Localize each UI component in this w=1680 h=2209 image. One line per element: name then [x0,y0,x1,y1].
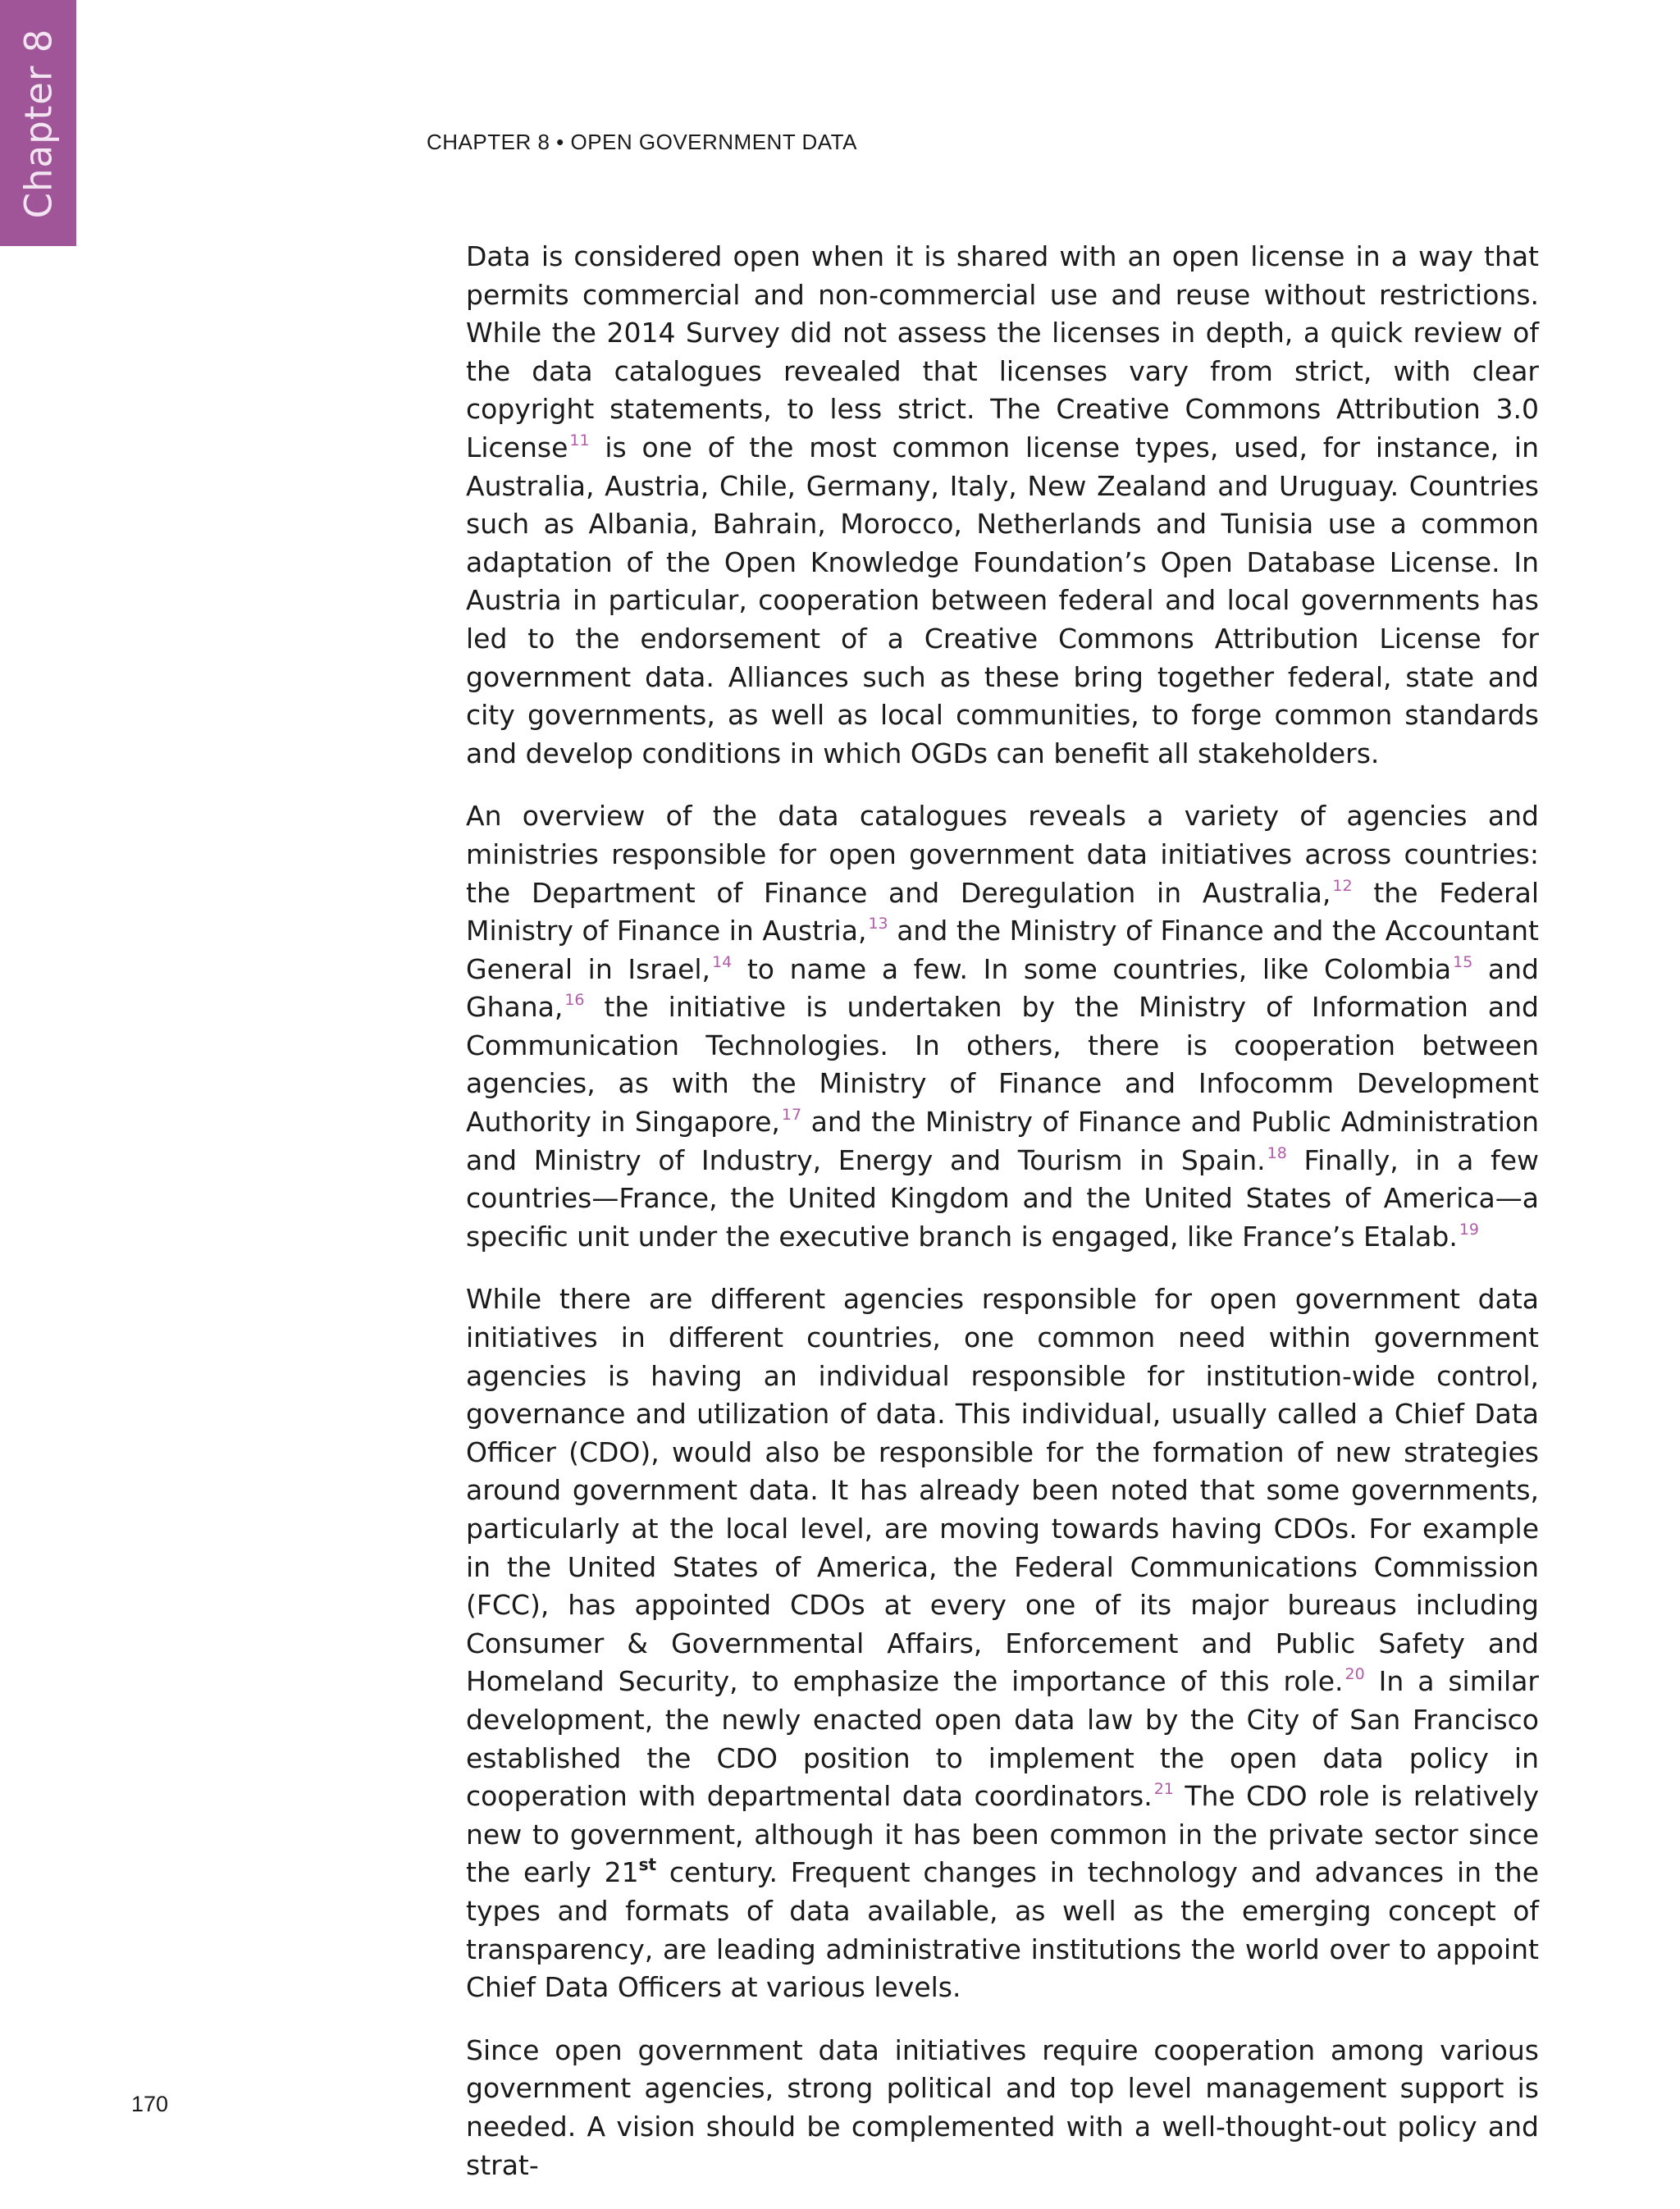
footnote-ref-12[interactable]: 12 [1332,876,1353,895]
paragraph-cooperation: Since open government data initiatives require cooperation among various government agencies, strong political and top level management support is needed. A vision should be complemented with a well-thought-out policy and strat- [466,2033,1539,2181]
page-number: 170 [131,2092,169,2116]
paragraph-agencies: An overview of the data catalogues reveals a variety of agencies and ministries responsible for open government data initiatives across countries: the Department of Finance and Deregulation in Australia, $^{12}$ the Federal Ministry of Finance in Austria, $^{13}$ and the Ministry of Finance and the Accountant General in Israel, $^{14}$ to name a few. In some countries, like Colombia $^{15}$ and Ghana, $^{16}$ the initiative is undertaken by the Ministry of Information and Communication Technologies. In others, there is cooperation between agencies, as with the Ministry of Finance and Infocomm Development Authority in Singapore, $^{17}$ and the Ministry of Finance and Public Administration and Ministry of Industry, Energy and Tourism in Spain. $^{18}$ Finally, in a few countries—France, the United Kingdom and the United States of America—a specific unit under the executive branch is engaged, like France’s Etalab. $^{19}$ [466,800,1540,1253]
ordinal-suffix: st [638,1855,657,1875]
body-text [466,238,1539,2209]
footnote-ref-19[interactable]: 19 [1459,1220,1480,1239]
footnote-ref-18[interactable]: 18 [1267,1143,1287,1162]
footnote-ref-20[interactable]: 20 [1344,1665,1365,1684]
running-header: CHAPTER 8 • OPEN GOVERNMENT DATA [427,130,857,154]
footnote-ref-21[interactable]: 21 [1153,1780,1174,1799]
paragraph-cdo: While there are different agencies responsible for open government data initiatives in different countries, one common need within government agencies is having an individual responsible for institution-wide control, governance and utilization of data. This individual, usually called a Chief Data Officer (CDO), would also be responsible for the formation of new strategies around government data. It has already been noted that some governments, particularly at the local level, are moving towards having CDOs. For example in the United States of America, the Federal Communications Commission (FCC), has appointed CDOs at every one of its major bureaus including Consumer & Governmental Affairs, Enforcement and Public Safety and Homeland Security, to emphasize the importance of this role. $^{20}$ In a similar development, the newly enacted open data law by the City of San Francisco established the CDO position to implement the open data policy in cooperation with departmental data coordinators. $^{21}$ The CDO role is relatively new to government, although it has been common in the private sector since the early 21st century. Frequent changes in technology and advances in the types and formats of data available, as well as the emerging concept of transparency, are leading administrative institutions the world over to appoint Chief Data Officers at various levels. [466,1283,1539,2004]
paragraph-licenses: Data is considered open when it is shared with an open license in a way that permits commercial and non-commercial use and reuse without restrictions. While the 2014 Survey did not assess the licenses in depth, a quick review of the data catalogues revealed that licenses vary from strict, with clear copyright statements, to less strict. The Creative Commons Attribution 3.0 License $^{11}$ is one of the most common license types, used, for instance, in Australia, Austria, Chile, Germany, Italy, New Zealand and Uruguay. Countries such as Albania, Bahrain, Morocco, Netherlands and Tunisia use a common adaptation of the Open Knowledge Foundation’s Open Database License. In Austria in particular, cooperation between federal and local governments has led to the endorsement of a Creative Commons Attribution License for government data. Alliances such as these bring together federal, state and city governments, as well as local communities, to forge common standards and develop conditions in which OGDs can benefit all stakeholders. [466,240,1539,769]
chapter-tab [0,0,76,246]
footnote-ref-17[interactable]: 17 [781,1106,802,1125]
footnote-ref-14[interactable]: 14 [712,952,733,971]
footnote-ref-11[interactable]: 11 [569,431,590,450]
chapter-tab-label: Chapter 8 [16,28,61,218]
footnote-ref-13[interactable]: 13 [868,915,888,933]
footnote-ref-15[interactable]: 15 [1453,952,1473,971]
footnote-ref-16[interactable]: 16 [564,991,585,1010]
